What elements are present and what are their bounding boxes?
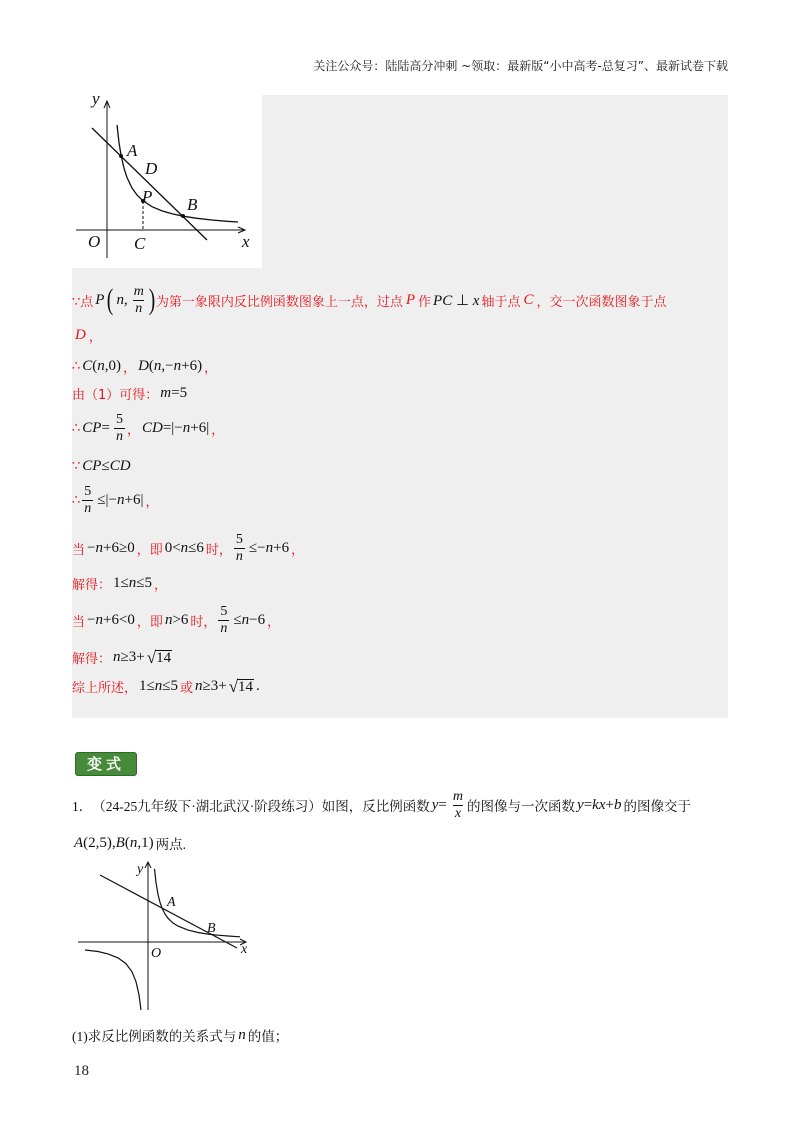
variant-badge: 变式 [75, 752, 137, 776]
answer-text: ∴ [72, 492, 81, 508]
fraction [451, 790, 465, 821]
math-letter: C [82, 357, 93, 374]
math-letter: n [84, 500, 92, 516]
answer-text: ∵点 [72, 294, 94, 310]
math-letter: k [592, 796, 599, 813]
answer-text: 解得： [72, 577, 112, 593]
problem-line [72, 788, 691, 822]
math-expression: 1≤n≤5 [139, 677, 178, 694]
label-x: x [242, 232, 250, 251]
point-b-dot [181, 214, 185, 218]
square-root [147, 649, 172, 666]
math-expression: ≤−n+6 [248, 539, 290, 556]
radical-sign: √ [146, 647, 157, 667]
answer-text: 由（1）可得： [72, 387, 159, 403]
answer-text: ∵ [72, 458, 81, 474]
problem-text: 的图像与一次函数 [467, 799, 576, 814]
answer-text: ， [267, 614, 281, 630]
answer-text: 当 [72, 542, 86, 558]
answer-text: ， [126, 422, 140, 438]
fraction-numerator: 5 [235, 531, 243, 547]
problem-text: 的图像交于 [623, 799, 691, 814]
math-expression: −n+6<0 [87, 611, 135, 628]
graph-figure-1 [72, 89, 262, 268]
label-a: A [167, 895, 176, 910]
math-letter: n [113, 648, 121, 665]
answer-text: ∴ [72, 420, 81, 436]
math-letter: x [472, 292, 480, 309]
math-letter: m [160, 384, 172, 401]
answer-line [72, 566, 167, 600]
problem-line [72, 826, 186, 860]
math-letter: P [433, 292, 443, 309]
answer-text: ，交一次函数图象于点 [536, 294, 667, 310]
math-expression: D(n,−n+6) [138, 357, 203, 374]
answer-text: ， [204, 360, 218, 376]
math-expression: C(n,0) [82, 357, 122, 374]
fraction-numerator [451, 790, 465, 805]
fraction [114, 413, 125, 444]
math-letter: b [613, 796, 622, 813]
radical-sign: √ [228, 676, 239, 696]
math-letter: n [180, 539, 189, 556]
answer-text: ，即 [136, 542, 163, 558]
answer-line [72, 603, 280, 637]
math-letter: P [95, 291, 105, 308]
math-letter: x [598, 796, 606, 813]
math-letter: n [164, 611, 173, 628]
label-y: y [137, 862, 144, 877]
answer-text: 综上所述， [72, 680, 138, 696]
math-letter: n [238, 1026, 246, 1043]
math-letter: P [92, 457, 102, 474]
math-letter: n [241, 611, 250, 628]
hyperbola-curve [117, 125, 238, 222]
math-letter: m [452, 788, 464, 804]
math-letter: n [135, 300, 143, 316]
answer-line [72, 483, 159, 517]
math-letter: n [128, 574, 137, 591]
label-origin: O [151, 946, 162, 961]
math-variable: C [523, 291, 534, 308]
math-expression: n, [116, 291, 128, 308]
label-b: B [207, 921, 216, 936]
problem-text: （24-25九年级下·湖北武汉·阶段练习）如图，反比例函数 [92, 799, 430, 814]
math-letter: n [173, 357, 182, 374]
math-letter: P [92, 419, 102, 436]
label-origin: O [88, 232, 101, 251]
math-variable: P [405, 291, 416, 308]
math-letter: n [95, 539, 103, 556]
math-expression: n>6 [164, 611, 189, 628]
math-letter: n [153, 357, 162, 374]
math-expression: A(2,5),B(n,1) [74, 834, 154, 851]
math-expression: ≤|−n+6| [97, 491, 144, 508]
answer-text: ， [88, 329, 102, 345]
answer-text: 解得： [72, 651, 112, 667]
answer-line [72, 318, 102, 352]
fraction-numerator: 5 [84, 483, 92, 499]
math-letter: D [138, 357, 149, 374]
label-p: P [142, 187, 153, 206]
math-letter: n [129, 834, 138, 851]
math-letter: m [133, 283, 144, 299]
radicand: 14 [156, 649, 172, 666]
math-expression: n≥3+ [113, 648, 145, 665]
math-letter: n [117, 491, 125, 508]
label-x: x [241, 942, 248, 957]
fraction-denominator [453, 805, 463, 821]
fraction-denominator [133, 300, 144, 316]
answer-text: 当 [72, 614, 86, 630]
math-letter: n [220, 620, 228, 636]
label-c: C [134, 234, 146, 253]
math-expression: −n+6≥0 [87, 539, 135, 556]
fraction-denominator [234, 548, 245, 564]
graph-figure-2 [72, 858, 254, 1014]
label-d: D [145, 159, 158, 178]
math-expression: y= [431, 796, 447, 813]
answer-text: 或 [179, 680, 193, 696]
math-letter: n [265, 539, 274, 556]
fraction-numerator: 5 [115, 411, 123, 427]
math-letter: y [577, 796, 584, 813]
parenthesis: ( [107, 283, 114, 316]
math-expression [95, 292, 104, 309]
math-letter: C [82, 419, 93, 436]
math-letter: D [119, 457, 131, 474]
math-expression: n≥3+ [195, 677, 227, 694]
linear-function-line [92, 128, 207, 240]
answer-line [72, 283, 667, 317]
math-letter: B [115, 834, 125, 851]
linear-function-line [100, 875, 237, 948]
problem-text: (1)求反比例函数的关系式与 [72, 1029, 237, 1044]
answer-text: ， [123, 360, 137, 376]
math-letter: C [442, 292, 453, 309]
fraction [218, 605, 229, 636]
math-expression: 1≤n≤5 [113, 574, 152, 591]
answer-text: ，即 [136, 614, 163, 630]
fraction-denominator [82, 500, 93, 516]
math-expression: CP≤CD [82, 457, 131, 474]
answer-text: ， [153, 577, 167, 593]
math-letter: n [195, 677, 203, 694]
fraction-denominator [218, 620, 229, 636]
parenthesis: ) [148, 283, 156, 316]
math-letter: n [116, 291, 124, 308]
math-expression: . [256, 677, 260, 694]
math-expression: PC ⊥ x [433, 292, 480, 309]
answer-text: ∴ [72, 358, 81, 374]
answer-line [72, 669, 262, 703]
question-line [72, 1018, 288, 1052]
label-b: B [187, 195, 198, 214]
math-letter: D [151, 419, 163, 436]
math-letter: n [95, 611, 103, 628]
fraction-numerator [132, 285, 146, 300]
math-variable: D [75, 326, 86, 343]
fraction [234, 533, 245, 564]
fraction-denominator [114, 428, 125, 444]
math-letter: n [235, 548, 243, 564]
radicand: 14 [238, 678, 254, 695]
math-expression: 0<n≤6 [164, 539, 204, 556]
fraction [132, 285, 146, 316]
math-letter: C [109, 457, 120, 474]
answer-line [72, 531, 304, 565]
page-number: 18 [74, 1063, 89, 1079]
answer-text: 作 [418, 294, 432, 310]
problem-text: 两点. [155, 837, 186, 852]
label-a: A [127, 141, 138, 160]
math-letter: n [115, 428, 123, 444]
answer-text: ， [211, 422, 225, 438]
hyperbola-branch-third-quadrant [85, 950, 141, 1010]
answer-text: 时， [190, 614, 217, 630]
answer-line [72, 376, 189, 410]
page-header: 关注公众号：陆陆高分冲刺 ~领取：最新版“小中高考-总复习”、最新试卷下载 [313, 59, 728, 73]
answer-text: ， [291, 542, 305, 558]
problem-text: 1． [72, 799, 93, 814]
math-letter: A [74, 834, 84, 851]
math-expression: y=kx+b [577, 796, 622, 813]
math-expression: CD=|−n+6| [141, 419, 210, 436]
math-letter: n [97, 357, 105, 374]
math-letter: n [154, 677, 163, 694]
math-letter: x [454, 805, 462, 821]
point-a-dot [119, 154, 123, 158]
math-letter: C [82, 457, 93, 474]
answer-line [72, 411, 224, 445]
math-expression: CP= [82, 419, 110, 436]
math-letter: n [182, 419, 191, 436]
fraction-numerator: 5 [220, 603, 228, 619]
answer-text: 为第一象限内反比例函数图象上一点，过点 [155, 294, 403, 310]
answer-text: ， [145, 494, 159, 510]
fraction [82, 485, 93, 516]
square-root [229, 678, 254, 695]
math-letter: y [431, 796, 439, 813]
answer-text: 时， [205, 542, 232, 558]
math-expression: m=5 [160, 384, 188, 401]
label-y: y [92, 89, 100, 108]
answer-line [72, 449, 133, 483]
answer-text: 轴于点 [481, 294, 521, 310]
math-expression [238, 1027, 246, 1044]
problem-text: 的值； [247, 1029, 289, 1044]
math-expression: ≤n−6 [233, 611, 266, 628]
math-letter: C [141, 419, 152, 436]
